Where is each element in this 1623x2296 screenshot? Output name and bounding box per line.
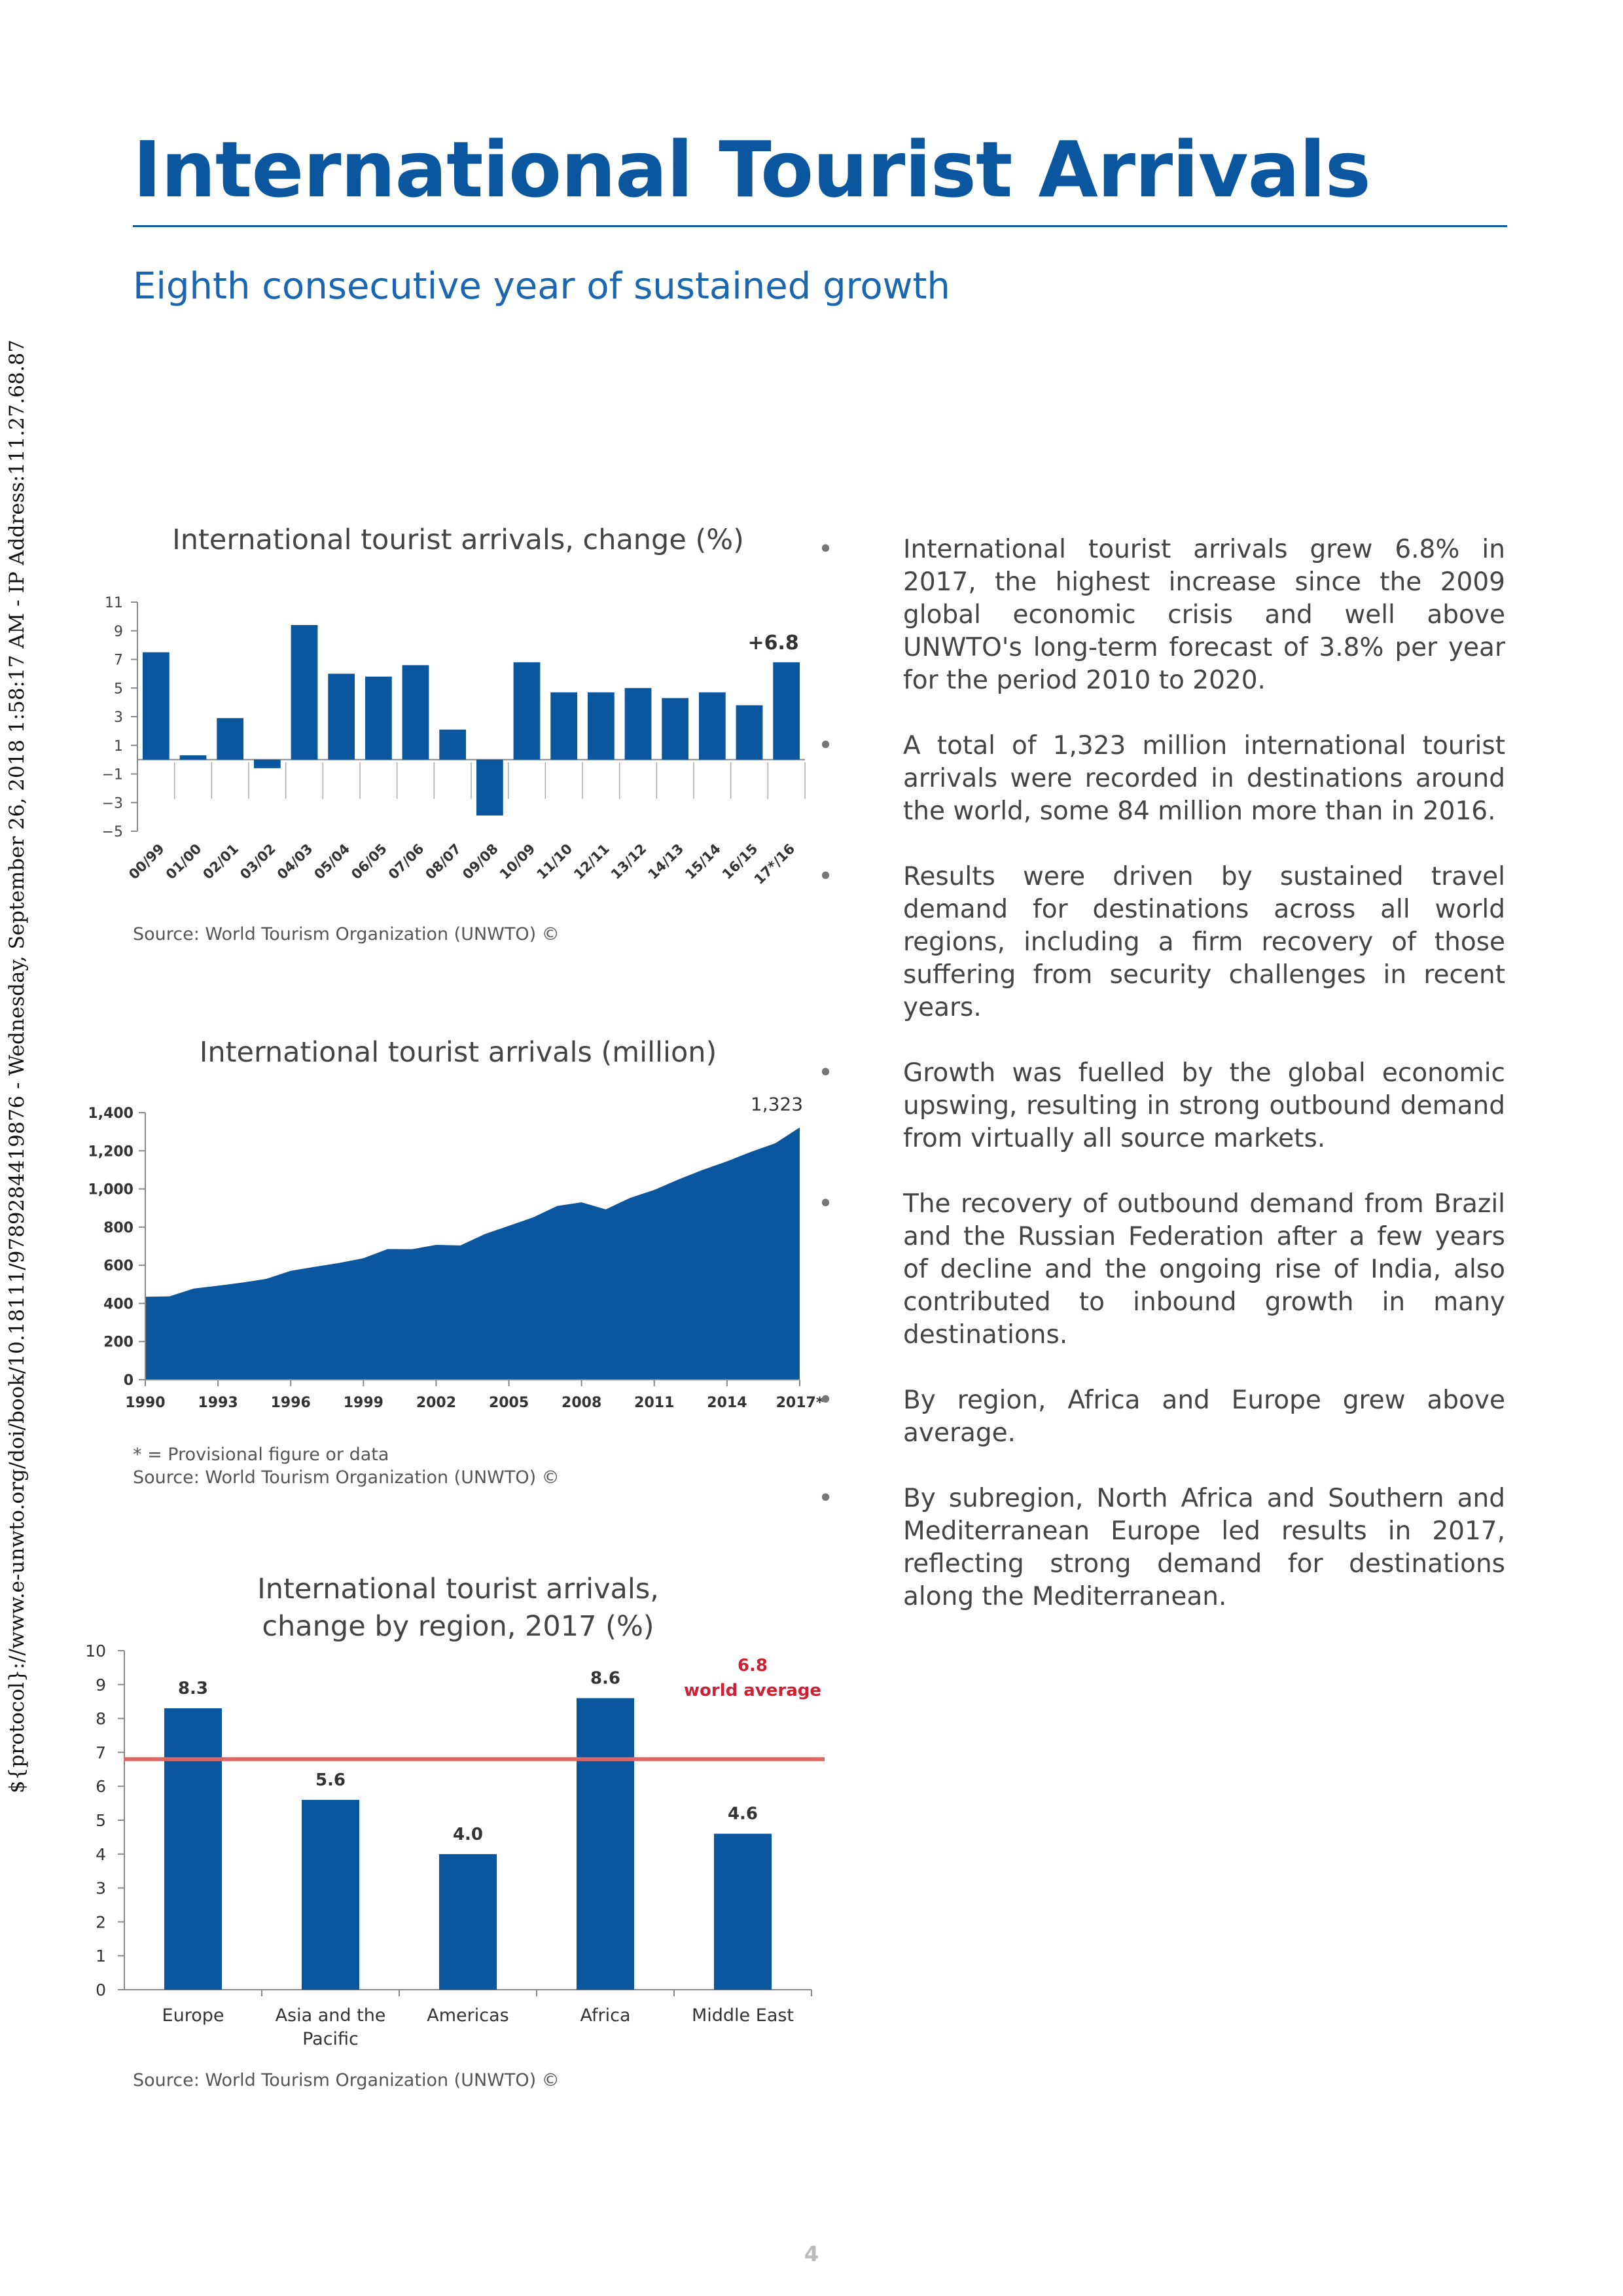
bar — [476, 760, 503, 816]
y-tick-label: −5 — [101, 824, 123, 840]
bar — [365, 677, 392, 760]
download-stamp: ${protocol}://www.e-unwto.org/doi/book/10.18111/9789284419876 - Wednesday, September 26, 2018 1:58:17 AM - IP Address:111.27.68.87 — [5, 339, 29, 1793]
y-tick-label: 600 — [103, 1258, 134, 1275]
y-tick-label: 0 — [96, 1981, 106, 2000]
x-tick-label: Asia and the — [275, 2005, 386, 2026]
chart-region-change — [65, 1636, 838, 2062]
annotation-label: +6.8 — [747, 631, 799, 655]
x-tick-label: 1999 — [343, 1395, 383, 1411]
page-subtitle: Eighth consecutive year of sustained growth — [133, 265, 950, 308]
bullet-text: By subregion, North Africa and Southern and Mediterranean Europe led results in 2017, reflecting strong demand for destinations along the Mediterranean. — [903, 1484, 1505, 1611]
bar — [291, 625, 318, 760]
x-tick-label: 09/08 — [459, 840, 501, 883]
chart-annual-change — [65, 576, 818, 888]
x-tick-label: Middle East — [691, 2005, 794, 2026]
y-tick-label: 200 — [103, 1334, 134, 1351]
bullet-text: International tourist arrivals grew 6.8% in 2017, the highest increase since the 2009 global economic crisis and well above UNWTO's long-term forecast of 3.8% per year for the period 2010 to 2020. — [903, 535, 1505, 695]
y-tick-label: 1,000 — [88, 1181, 134, 1198]
bullet-glyph: • — [818, 1386, 834, 1415]
y-tick-label: 1 — [114, 738, 123, 755]
bar — [714, 1834, 772, 1990]
x-tick-label: 06/05 — [348, 840, 390, 883]
x-tick-label: 01/00 — [162, 840, 205, 883]
x-tick-label: 1996 — [270, 1395, 311, 1411]
x-tick-label: 2008 — [562, 1395, 602, 1411]
x-tick-label: 13/12 — [607, 840, 650, 883]
page-title: International Tourist Arrivals — [133, 124, 1370, 215]
data-label: 8.3 — [177, 1679, 209, 1699]
bullet-item — [818, 730, 1505, 828]
y-tick-label: 10 — [85, 1641, 106, 1660]
x-tick-label: 03/02 — [237, 840, 279, 883]
y-tick-label: 400 — [103, 1296, 134, 1313]
bar — [164, 1708, 222, 1990]
area-series — [145, 1127, 800, 1380]
bar — [577, 1698, 634, 1990]
x-tick-label: 05/04 — [311, 840, 353, 883]
bullet-glyph: • — [818, 535, 834, 564]
y-tick-label: 1 — [96, 1946, 106, 1966]
x-tick-label: 1993 — [198, 1395, 238, 1411]
x-tick-label: 04/03 — [274, 840, 316, 883]
bullet-text: A total of 1,323 million international tourist arrivals were recorded in destinations around the world, some 84 million more than in 2016. — [903, 731, 1505, 826]
data-label: 5.6 — [315, 1770, 346, 1790]
x-tick-label: 14/13 — [645, 840, 687, 883]
y-tick-label: 6 — [96, 1777, 106, 1797]
bar — [302, 1800, 359, 1990]
y-tick-label: 7 — [114, 652, 123, 669]
x-tick-label: 2002 — [416, 1395, 457, 1411]
bullet-glyph: • — [818, 731, 834, 761]
x-tick-label: Europe — [162, 2005, 224, 2026]
x-tick-label: 15/14 — [682, 840, 724, 883]
y-tick-label: 11 — [105, 595, 123, 611]
y-tick-label: −3 — [101, 795, 123, 812]
bar — [588, 692, 615, 760]
x-tick-label: 02/01 — [200, 840, 242, 883]
y-tick-label: 8 — [96, 1709, 106, 1729]
bar — [736, 706, 763, 760]
bullet-item — [818, 861, 1505, 1024]
bullet-item — [818, 533, 1505, 697]
bullet-text: The recovery of outbound demand from Brazil and the Russian Federation after a few years of decline and the ongoing rise of India, also contributed to inbound growth in many destinations. — [903, 1189, 1505, 1350]
data-label: 4.6 — [727, 1804, 758, 1824]
y-tick-label: 7 — [96, 1743, 106, 1763]
y-tick-label: −1 — [101, 766, 123, 783]
x-tick-label: 2014 — [707, 1395, 747, 1411]
x-tick-label: 1990 — [125, 1395, 166, 1411]
y-tick-label: 1,200 — [88, 1143, 134, 1160]
x-tick-label: 12/11 — [571, 840, 613, 883]
bullet-item — [818, 1482, 1505, 1613]
x-tick-label: Africa — [580, 2005, 631, 2026]
bullet-glyph: • — [818, 1058, 834, 1088]
x-tick-label: 16/15 — [719, 840, 761, 883]
bar — [217, 718, 243, 759]
x-tick-label: 11/10 — [533, 840, 576, 883]
y-tick-label: 0 — [123, 1372, 134, 1389]
bar — [439, 730, 466, 760]
x-tick-label: 10/09 — [496, 840, 539, 883]
x-tick-label: 2005 — [488, 1395, 529, 1411]
bullet-text: By region, Africa and Europe grew above average. — [903, 1386, 1505, 1448]
x-tick-label: 00/99 — [126, 840, 168, 883]
bar — [662, 698, 688, 760]
x-tick-label: 2011 — [634, 1395, 675, 1411]
bar — [328, 673, 355, 759]
x-tick-label: 2017* — [776, 1395, 824, 1411]
y-tick-label: 3 — [114, 709, 123, 726]
bar — [402, 665, 429, 759]
bar — [143, 653, 169, 760]
y-tick-label: 1,400 — [88, 1105, 134, 1122]
chart2-title: International tourist arrivals (million) — [199, 1036, 717, 1069]
x-tick-label: 07/06 — [385, 840, 427, 883]
bar — [699, 692, 726, 760]
y-tick-label: 5 — [96, 1811, 106, 1830]
bar — [439, 1854, 497, 1990]
bullet-glyph: • — [818, 1189, 834, 1219]
chart3-source: Source: World Tourism Organization (UNWTO) © — [133, 2070, 560, 2090]
x-tick-label: Americas — [427, 2005, 509, 2026]
bar — [625, 688, 652, 759]
bullet-item — [818, 1188, 1505, 1352]
data-label: 8.6 — [590, 1668, 621, 1689]
chart-arrivals-million — [65, 1086, 824, 1427]
annotation-label: 1,323 — [750, 1093, 804, 1115]
bullet-text: Growth was fuelled by the global economic upswing, resulting in strong outbound demand from virtually all source markets. — [903, 1058, 1505, 1153]
chart3-title-line2: change by region, 2017 (%) — [262, 1610, 654, 1643]
y-tick-label: 2 — [96, 1912, 106, 1932]
y-tick-label: 800 — [103, 1219, 134, 1236]
bar — [550, 692, 577, 760]
chart1-source: Source: World Tourism Organization (UNWTO) © — [133, 924, 560, 944]
chart1-title: International tourist arrivals, change (%) — [172, 524, 744, 556]
y-tick-label: 4 — [96, 1844, 106, 1864]
x-tick-label: Pacific — [302, 2029, 359, 2049]
bar — [514, 662, 541, 760]
bar — [773, 662, 800, 760]
chart2-footnote: * = Provisional figure or data — [133, 1444, 389, 1465]
bullet-glyph: • — [818, 1484, 834, 1513]
x-tick-label: 17*/16 — [751, 840, 798, 888]
bullet-glyph: • — [818, 862, 834, 891]
bar — [254, 760, 281, 768]
y-tick-label: 9 — [114, 623, 123, 640]
chart2-source: Source: World Tourism Organization (UNWTO) © — [133, 1467, 560, 1488]
chart3-title-line1: International tourist arrivals, — [257, 1573, 659, 1605]
y-tick-label: 9 — [96, 1675, 106, 1695]
y-tick-label: 5 — [114, 681, 123, 698]
page-number: 4 — [804, 2242, 819, 2267]
bar — [180, 755, 207, 760]
bullet-item — [818, 1057, 1505, 1155]
bullet-text: Results were driven by sustained travel demand for destinations across all world regions, including a firm recovery of those suffering from security challenges in recent years. — [903, 862, 1505, 1022]
data-label: 4.0 — [452, 1824, 484, 1844]
reference-value: 6.8 — [737, 1655, 768, 1676]
x-tick-label: 08/07 — [422, 840, 465, 883]
y-tick-label: 3 — [96, 1878, 106, 1898]
key-points-list — [818, 533, 1505, 1646]
reference-label: world average — [683, 1680, 822, 1700]
title-divider — [133, 225, 1507, 227]
bullet-item — [818, 1384, 1505, 1450]
